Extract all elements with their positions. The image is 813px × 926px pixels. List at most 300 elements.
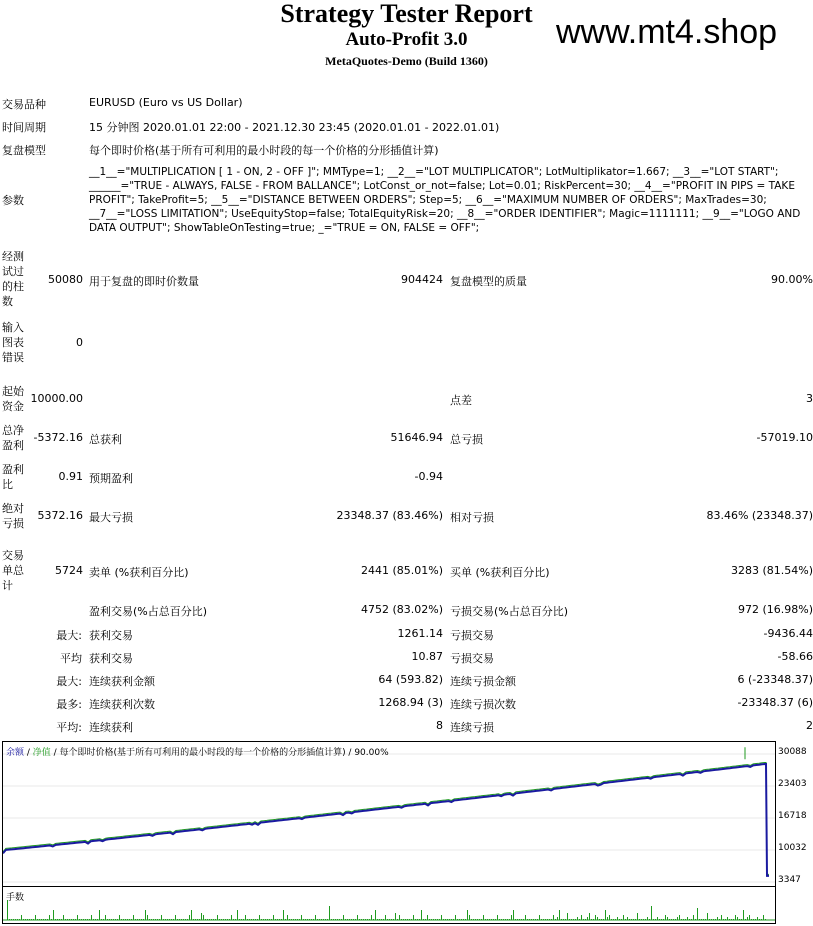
- largest-profit-value: 1261.14: [397, 627, 443, 640]
- volume-bar: [221, 919, 222, 920]
- volume-bar: [463, 919, 464, 920]
- volume-bar: [45, 919, 46, 920]
- volume-bar: [531, 919, 532, 920]
- balance-line: [3, 764, 769, 876]
- volume-bar: [231, 915, 232, 920]
- params-row: [0, 165, 813, 237]
- volume-bar: [697, 908, 698, 920]
- volume-bar: [159, 919, 160, 920]
- volume-bar: [371, 915, 372, 920]
- volume-bar: [121, 919, 122, 920]
- volume-bar: [547, 919, 548, 920]
- volume-bar: [739, 919, 740, 920]
- volume-bar: [167, 919, 168, 920]
- volume-bar: [73, 919, 74, 920]
- volume-bar: [617, 917, 618, 920]
- volume-bar: [9, 919, 10, 920]
- abs-dd-value: 5372.16: [37, 509, 83, 522]
- bars-row: [0, 249, 813, 313]
- volume-bar: [449, 919, 450, 920]
- y-tick-label: 3347: [778, 875, 801, 885]
- volume-bar: [265, 919, 266, 920]
- volume-bar: [591, 919, 592, 920]
- volume-bar: [335, 919, 336, 920]
- consec-win-amount-value: 64 (593.82): [378, 673, 443, 686]
- net-label: 总净盈利: [2, 424, 24, 452]
- volume-bar: [499, 919, 500, 920]
- volume-bar: [573, 919, 574, 920]
- errors-row: [0, 320, 813, 384]
- volume-bar: [331, 919, 332, 920]
- volume-bar: [75, 919, 76, 920]
- volume-bar: [197, 919, 198, 920]
- profit-trades-value: 4752 (83.02%): [360, 603, 443, 616]
- volume-bar: [13, 919, 14, 920]
- volume-bar: [541, 919, 542, 920]
- volume-bar: [31, 919, 32, 920]
- volume-bar: [443, 919, 444, 920]
- volume-bar: [391, 919, 392, 920]
- volume-bar: [147, 915, 148, 920]
- volume-bar: [189, 915, 190, 920]
- build-info: MetaQuotes-Demo (Build 1360): [325, 54, 488, 68]
- volume-bar: [695, 919, 696, 920]
- volume-bar: [275, 919, 276, 920]
- volume-bar: [395, 913, 396, 920]
- consec-win-amount-label: 连续获利金额: [89, 675, 155, 688]
- volume-bar: [161, 915, 162, 920]
- volume-bar: [303, 919, 304, 920]
- volume-bar: [141, 919, 142, 920]
- volume-bar: [601, 919, 602, 920]
- watermark-text: www.mt4.shop: [556, 13, 778, 51]
- volume-bar: [659, 919, 660, 920]
- volume-bar: [19, 919, 20, 920]
- volume-bar: [333, 919, 334, 920]
- volume-bar: [207, 919, 208, 920]
- volume-bar: [467, 910, 468, 920]
- volume-bar: [309, 919, 310, 920]
- volume-bar: [305, 919, 306, 920]
- volume-bar: [605, 910, 606, 920]
- volume-bar: [41, 919, 42, 920]
- volume-bar: [471, 919, 472, 920]
- volume-bar: [137, 919, 138, 920]
- volume-bar: [195, 919, 196, 920]
- volume-bar: [419, 919, 420, 920]
- volume-bar: [57, 919, 58, 920]
- volume-bar: [631, 919, 632, 920]
- volume-bar: [393, 919, 394, 920]
- volume-bar: [749, 915, 750, 920]
- period-value: 15 分钟图 2020.01.01 22:00 - 2021.12.30 23:45 (2020.01.01 - 2022.01.01): [89, 121, 500, 134]
- volume-bar: [217, 915, 218, 920]
- balance-chart: [2, 741, 776, 889]
- volume-bar: [259, 915, 260, 920]
- volume-bar: [173, 919, 174, 920]
- y-tick-label: 23403: [778, 778, 807, 789]
- volume-bar: [297, 919, 298, 920]
- gross-profit-label: 总获利: [89, 433, 122, 446]
- legend-separator: /: [24, 748, 33, 758]
- volume-bar: [367, 919, 368, 920]
- volume-bar: [145, 910, 146, 920]
- volume-bar: [247, 919, 248, 920]
- average-prefix: 平均: [60, 652, 82, 665]
- short-value: 2441 (85.01%): [360, 564, 443, 577]
- volume-bar: [579, 919, 580, 920]
- volume-bar: [39, 919, 40, 920]
- params-label: 参数: [2, 194, 24, 207]
- ticks-label: 用于复盘的即时价数量: [89, 275, 199, 288]
- volume-bar: [279, 919, 280, 920]
- volume-bar: [685, 919, 686, 920]
- max-dd-value: 23348.37 (83.46%): [336, 509, 443, 522]
- volume-bar: [397, 919, 398, 920]
- volume-bar: [67, 919, 68, 920]
- volume-bar: [267, 919, 268, 920]
- consec-loss-amount-value: 6 (-23348.37): [737, 673, 813, 686]
- volume-bar: [727, 917, 728, 920]
- largest-loss-value: -9436.44: [763, 627, 813, 640]
- volume-bar: [699, 919, 700, 920]
- average-loss-value: -58.66: [777, 650, 813, 663]
- volume-bar: [157, 919, 158, 920]
- volume-label: 手数: [6, 893, 25, 903]
- volume-bar: [85, 919, 86, 920]
- volume-bar: [103, 919, 104, 920]
- volume-bar: [713, 919, 714, 920]
- volume-bar: [277, 919, 278, 920]
- volume-bar: [453, 919, 454, 920]
- volume-bar: [415, 919, 416, 920]
- volume-bar: [669, 919, 670, 920]
- largest-profit-label: 获利交易: [89, 629, 133, 642]
- volume-bar: [369, 919, 370, 920]
- volume-bar: [703, 919, 704, 920]
- volume-bar: [375, 910, 376, 920]
- long-label: 买单 (%获利百分比): [450, 566, 550, 579]
- volume-bar: [577, 917, 578, 920]
- quality-label: 复盘模型的质量: [450, 275, 527, 288]
- volume-bar: [733, 919, 734, 920]
- volume-bar: [593, 919, 594, 920]
- volume-bar: [17, 919, 18, 920]
- volume-bar: [439, 919, 440, 920]
- volume-bar: [735, 915, 736, 920]
- consec-loss-count-label: 连续亏损次数: [450, 698, 516, 711]
- volume-bar: [647, 917, 648, 920]
- max-dd-label: 最大亏损: [89, 511, 133, 524]
- volume-bar: [113, 919, 114, 920]
- volume-bar: [743, 910, 744, 920]
- volume-bar: [177, 919, 178, 920]
- volume-bar: [491, 919, 492, 920]
- volume-bar: [281, 919, 282, 920]
- volume-bar: [23, 919, 24, 920]
- volume-bar: [565, 919, 566, 920]
- volume-bar: [469, 915, 470, 920]
- volume-bar: [535, 919, 536, 920]
- volume-bar: [11, 919, 12, 920]
- volume-bar: [567, 913, 568, 920]
- volume-bar: [715, 919, 716, 920]
- abs-dd-label: 绝对亏损: [2, 502, 24, 530]
- volume-bar: [741, 919, 742, 920]
- volume-bar: [169, 919, 170, 920]
- volume-bar: [615, 919, 616, 920]
- volume-bar: [673, 919, 674, 920]
- volume-bar: [261, 919, 262, 920]
- volume-bar: [545, 919, 546, 920]
- volume-bar: [229, 919, 230, 920]
- volume-bar: [529, 919, 530, 920]
- volume-bar: [373, 919, 374, 920]
- volume-bar: [429, 919, 430, 920]
- volume-bar: [497, 915, 498, 920]
- volume-bar: [581, 915, 582, 920]
- volume-bar: [311, 919, 312, 920]
- report-title: Strategy Tester Report: [280, 0, 533, 28]
- volume-bar: [707, 913, 708, 920]
- volume-bar: [203, 915, 204, 920]
- volume-bar: [345, 919, 346, 920]
- volume-bar: [445, 919, 446, 920]
- volume-bar: [151, 919, 152, 920]
- volume-bar: [421, 910, 422, 920]
- volume-bar: [515, 919, 516, 920]
- volume-bar: [597, 917, 598, 920]
- volume-bar: [43, 919, 44, 920]
- volume-bar: [255, 919, 256, 920]
- rel-dd-value: 83.46% (23348.37): [706, 509, 813, 522]
- period-row: [0, 119, 813, 135]
- volume-bar: [437, 919, 438, 920]
- volume-bar: [403, 919, 404, 920]
- volume-bar: [257, 919, 258, 920]
- volume-bar: [199, 919, 200, 920]
- volume-bar: [613, 919, 614, 920]
- volume-bar: [489, 919, 490, 920]
- volume-bar: [451, 919, 452, 920]
- consec-win-count-value: 1268.94 (3): [378, 696, 443, 709]
- volume-bar: [621, 919, 622, 920]
- volume-bar: [143, 919, 144, 920]
- largest-row: [0, 627, 813, 643]
- consec-win-count-label: 连续获利次数: [89, 698, 155, 711]
- y-tick-label: 16718: [778, 810, 807, 821]
- volume-bar: [731, 919, 732, 920]
- volume-bar: [441, 915, 442, 920]
- volume-bar: [583, 919, 584, 920]
- volume-bar: [251, 919, 252, 920]
- volume-bar: [363, 919, 364, 920]
- volume-bar: [287, 915, 288, 920]
- volume-bar: [589, 913, 590, 920]
- volume-bar: [561, 919, 562, 920]
- volume-bar: [587, 917, 588, 920]
- volume-bar: [343, 915, 344, 920]
- volume-bar: [725, 919, 726, 920]
- volume-bar: [379, 919, 380, 920]
- volume-bar: [559, 910, 560, 920]
- volume-bar: [273, 915, 274, 920]
- volume-bar: [555, 919, 556, 920]
- expected-value: -0.94: [414, 470, 443, 483]
- volume-bar: [387, 919, 388, 920]
- volume-bar: [399, 915, 400, 920]
- volume-bar: [509, 919, 510, 920]
- volume-bar: [175, 915, 176, 920]
- volume-bar: [119, 915, 120, 920]
- volume-bar: [475, 919, 476, 920]
- volume-bar: [71, 919, 72, 920]
- volume-bar: [503, 919, 504, 920]
- volume-bar: [263, 919, 264, 920]
- volume-bar: [637, 913, 638, 920]
- volume-bar: [349, 919, 350, 920]
- volume-bar: [65, 919, 66, 920]
- volume-bar: [153, 919, 154, 920]
- volume-bar: [21, 915, 22, 920]
- trades-label: 交易单总计: [2, 549, 24, 592]
- y-tick-label: 30088: [778, 747, 807, 757]
- volume-bar: [539, 915, 540, 920]
- volume-bar: [607, 917, 608, 920]
- volume-bar: [237, 910, 238, 920]
- volume-bar: [323, 919, 324, 920]
- volume-bar: [353, 919, 354, 920]
- volume-bar: [635, 919, 636, 920]
- volume-bar: [107, 919, 108, 920]
- volume-bar: [551, 919, 552, 920]
- volume-bar: [149, 919, 150, 920]
- volume-bar: [233, 919, 234, 920]
- volume-bar: [357, 915, 358, 920]
- volume-bar: [473, 919, 474, 920]
- volume-bar: [667, 917, 668, 920]
- volume-bar: [459, 919, 460, 920]
- model-row: [0, 142, 813, 158]
- volume-bar: [181, 919, 182, 920]
- average-profit-label: 获利交易: [89, 652, 133, 665]
- volume-bar: [641, 919, 642, 920]
- volume-bar: [409, 919, 410, 920]
- volume-bar: [211, 919, 212, 920]
- volume-bar: [677, 917, 678, 920]
- average-loss-label: 亏损交易: [450, 652, 494, 665]
- gross-loss-value: -57019.10: [756, 431, 813, 444]
- volume-bar: [209, 919, 210, 920]
- volume-bar: [527, 919, 528, 920]
- model-label: 复盘模型: [2, 144, 46, 157]
- pf-label: 盈利比: [2, 463, 24, 491]
- volume-bar: [643, 919, 644, 920]
- volume-bar: [383, 919, 384, 920]
- volume-bar: [133, 915, 134, 920]
- volume-bar: [689, 919, 690, 920]
- symbol-value: EURUSD (Euro vs US Dollar): [89, 96, 243, 109]
- volume-bar: [425, 919, 426, 920]
- volume-bar: [59, 919, 60, 920]
- volume-bar: [91, 915, 92, 920]
- avg-consec-prefix: 平均:: [56, 721, 82, 734]
- model-value: 每个即时价格(基于所有可利用的最小时段的每一个价格的分形插值计算): [89, 144, 439, 157]
- volume-bar: [29, 919, 30, 920]
- volume-bar: [501, 919, 502, 920]
- volume-bar: [299, 919, 300, 920]
- volume-bar: [705, 919, 706, 920]
- volume-bar: [611, 919, 612, 920]
- volume-bar: [361, 919, 362, 920]
- volume-bar: [249, 919, 250, 920]
- volume-bar: [629, 919, 630, 920]
- report-header: [0, 0, 813, 75]
- volume-bar: [83, 919, 84, 920]
- volume-bar: [553, 915, 554, 920]
- average-profit-value: 10.87: [411, 650, 443, 663]
- volume-bar: [657, 917, 658, 920]
- volume-bar: [479, 919, 480, 920]
- avg-consec-win-label: 连续获利: [89, 721, 133, 734]
- volume-bar: [683, 919, 684, 920]
- volume-bar: [109, 919, 110, 920]
- volume-bar: [337, 919, 338, 920]
- trades-value: 5724: [55, 564, 83, 577]
- volume-bar: [517, 919, 518, 920]
- volume-bar: [533, 919, 534, 920]
- volume-bar: [219, 919, 220, 920]
- volume-bar: [653, 919, 654, 920]
- avg-consec-win-value: 8: [436, 719, 443, 732]
- volume-bar: [557, 917, 558, 920]
- volume-bar: [737, 917, 738, 920]
- volume-bar: [325, 919, 326, 920]
- volume-bar: [27, 919, 28, 920]
- volume-bar: [435, 919, 436, 920]
- volume-bar: [405, 919, 406, 920]
- volume-bar: [679, 915, 680, 920]
- bars-label: 经测试过的柱数: [2, 250, 24, 308]
- balance-chart-svg: [3, 742, 775, 888]
- volume-bar: [665, 915, 666, 920]
- max-consec-count-row: [0, 696, 813, 712]
- volume-bar: [747, 917, 748, 920]
- volume-bar: [485, 919, 486, 920]
- net-value: -5372.16: [33, 431, 83, 444]
- volume-bar: [165, 919, 166, 920]
- volume-bar: [609, 915, 610, 920]
- volume-bar: [55, 919, 56, 920]
- net-row: [0, 423, 813, 455]
- volume-bar: [505, 919, 506, 920]
- pf-row: [0, 462, 813, 494]
- volume-bar: [115, 919, 116, 920]
- volume-bar: [93, 919, 94, 920]
- volume-bar: [317, 919, 318, 920]
- volume-bar: [543, 919, 544, 920]
- volume-bar: [389, 919, 390, 920]
- volume-bar: [681, 919, 682, 920]
- volume-bar: [487, 919, 488, 920]
- volume-bar: [183, 919, 184, 920]
- volume-bar: [81, 919, 82, 920]
- volume-bar: [235, 919, 236, 920]
- spread-label: 点差: [450, 394, 472, 407]
- volume-bar: [253, 919, 254, 920]
- long-value: 3283 (81.54%): [730, 564, 813, 577]
- volume-bar: [413, 915, 414, 920]
